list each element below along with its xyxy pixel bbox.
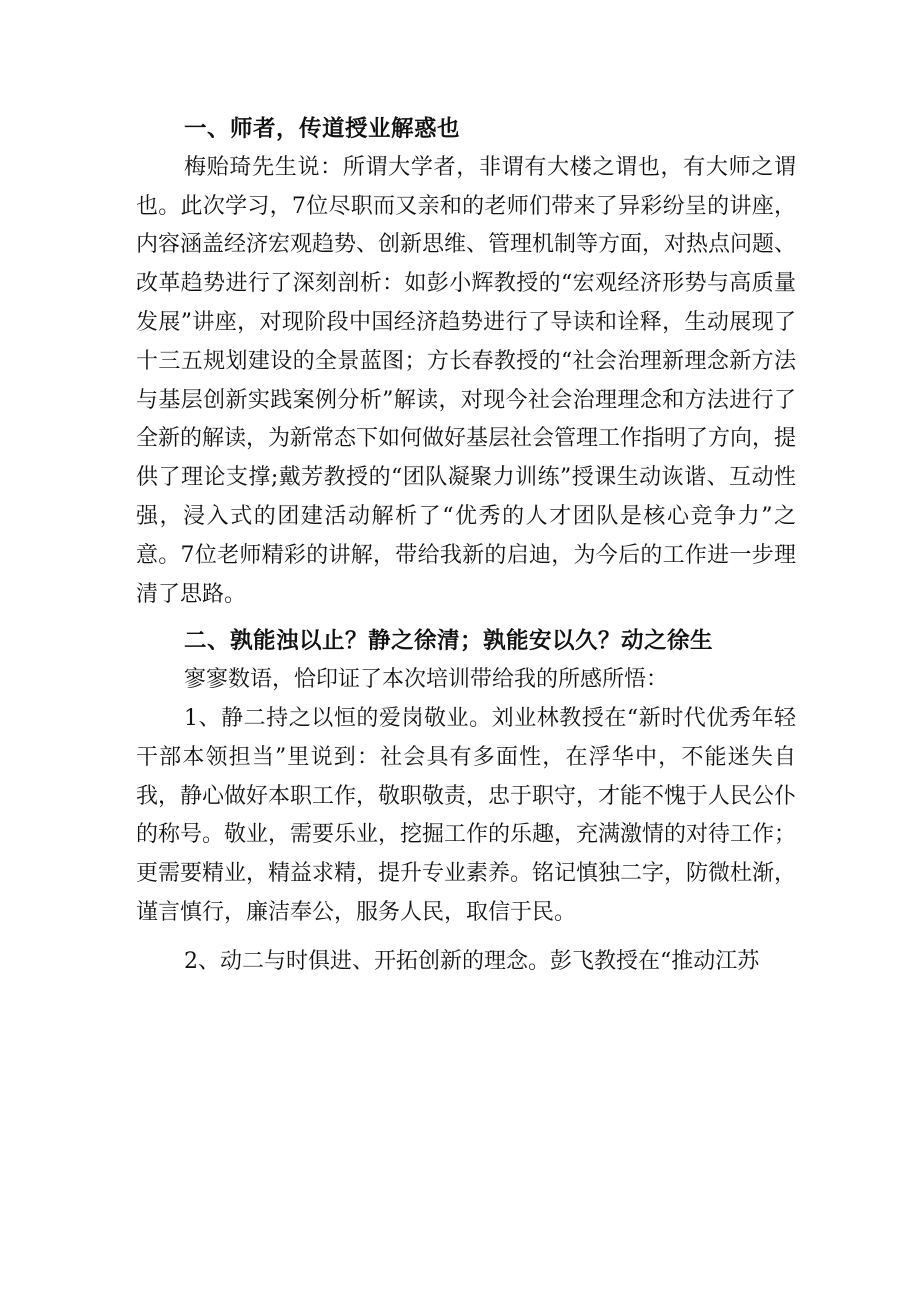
section-2-intro: 寥寥数语，恰印证了本次培训带给我的所感所悟： [184, 667, 669, 693]
document-body [136, 110, 796, 982]
section-1-paragraph: 梅贻琦先生说：所谓大学者，非谓有大楼之谓也，有大师之谓也。此次学习，7位尽职而又亲和的老师们带来了异彩纷呈的讲座，内容涵盖经济宏观趋势、创新思维、管理机制等方面，对热点问题、改革趋势进行了深刻剖析：如彭小辉教授的“宏观经济形势与高质量发展”讲座，对现阶段中国经济趋势进行了导读和诠释，生动展现了十三五规划建设的全景蓝图；方长春教授的“社会治理新理念新方法与基层创新实践案例分析”解读，对现今社会治理理念和方法进行了全新的解读，为新常态下如何做好基层社会管理工作指明了方向，提供了理论支撑;戴芳教授的“团队凝聚力训练”授课生动诙谐、互动性强，浸入式的团建活动解析了“优秀的人才团队是核心竞争力”之意。7位老师精彩的讲解，带给我新的启迪，为今后的工作进一步理清了思路。 [136, 154, 797, 607]
section-1-heading: 一、师者，传道授业解惑也 [184, 116, 461, 142]
section-2-heading: 二、孰能浊以止？静之徐清；孰能安以久？动之徐生 [184, 628, 714, 655]
section-2-item-1: 1、静二持之以恒的爱岗敬业。刘业林教授在“新时代优秀年轻干部本领担当”里说到：社会具有多面性，在浮华中，不能迷失自我，静心做好本职工作，敬职敬责，忠于职守，才能不愧于人民公仆的称号。敬业，需要乐业，挖掘工作的乐趣，充满激情的对待工作；更需要精业，精益求精，提升专业素养。铭记慎独二字，防微杜渐，谨言慎行，廉洁奉公，服务人民，取信于民。 [136, 705, 797, 925]
section-2-item-2: 2、动二与时俱进、开拓创新的理念。彭飞教授在“推动江苏 [184, 948, 760, 974]
